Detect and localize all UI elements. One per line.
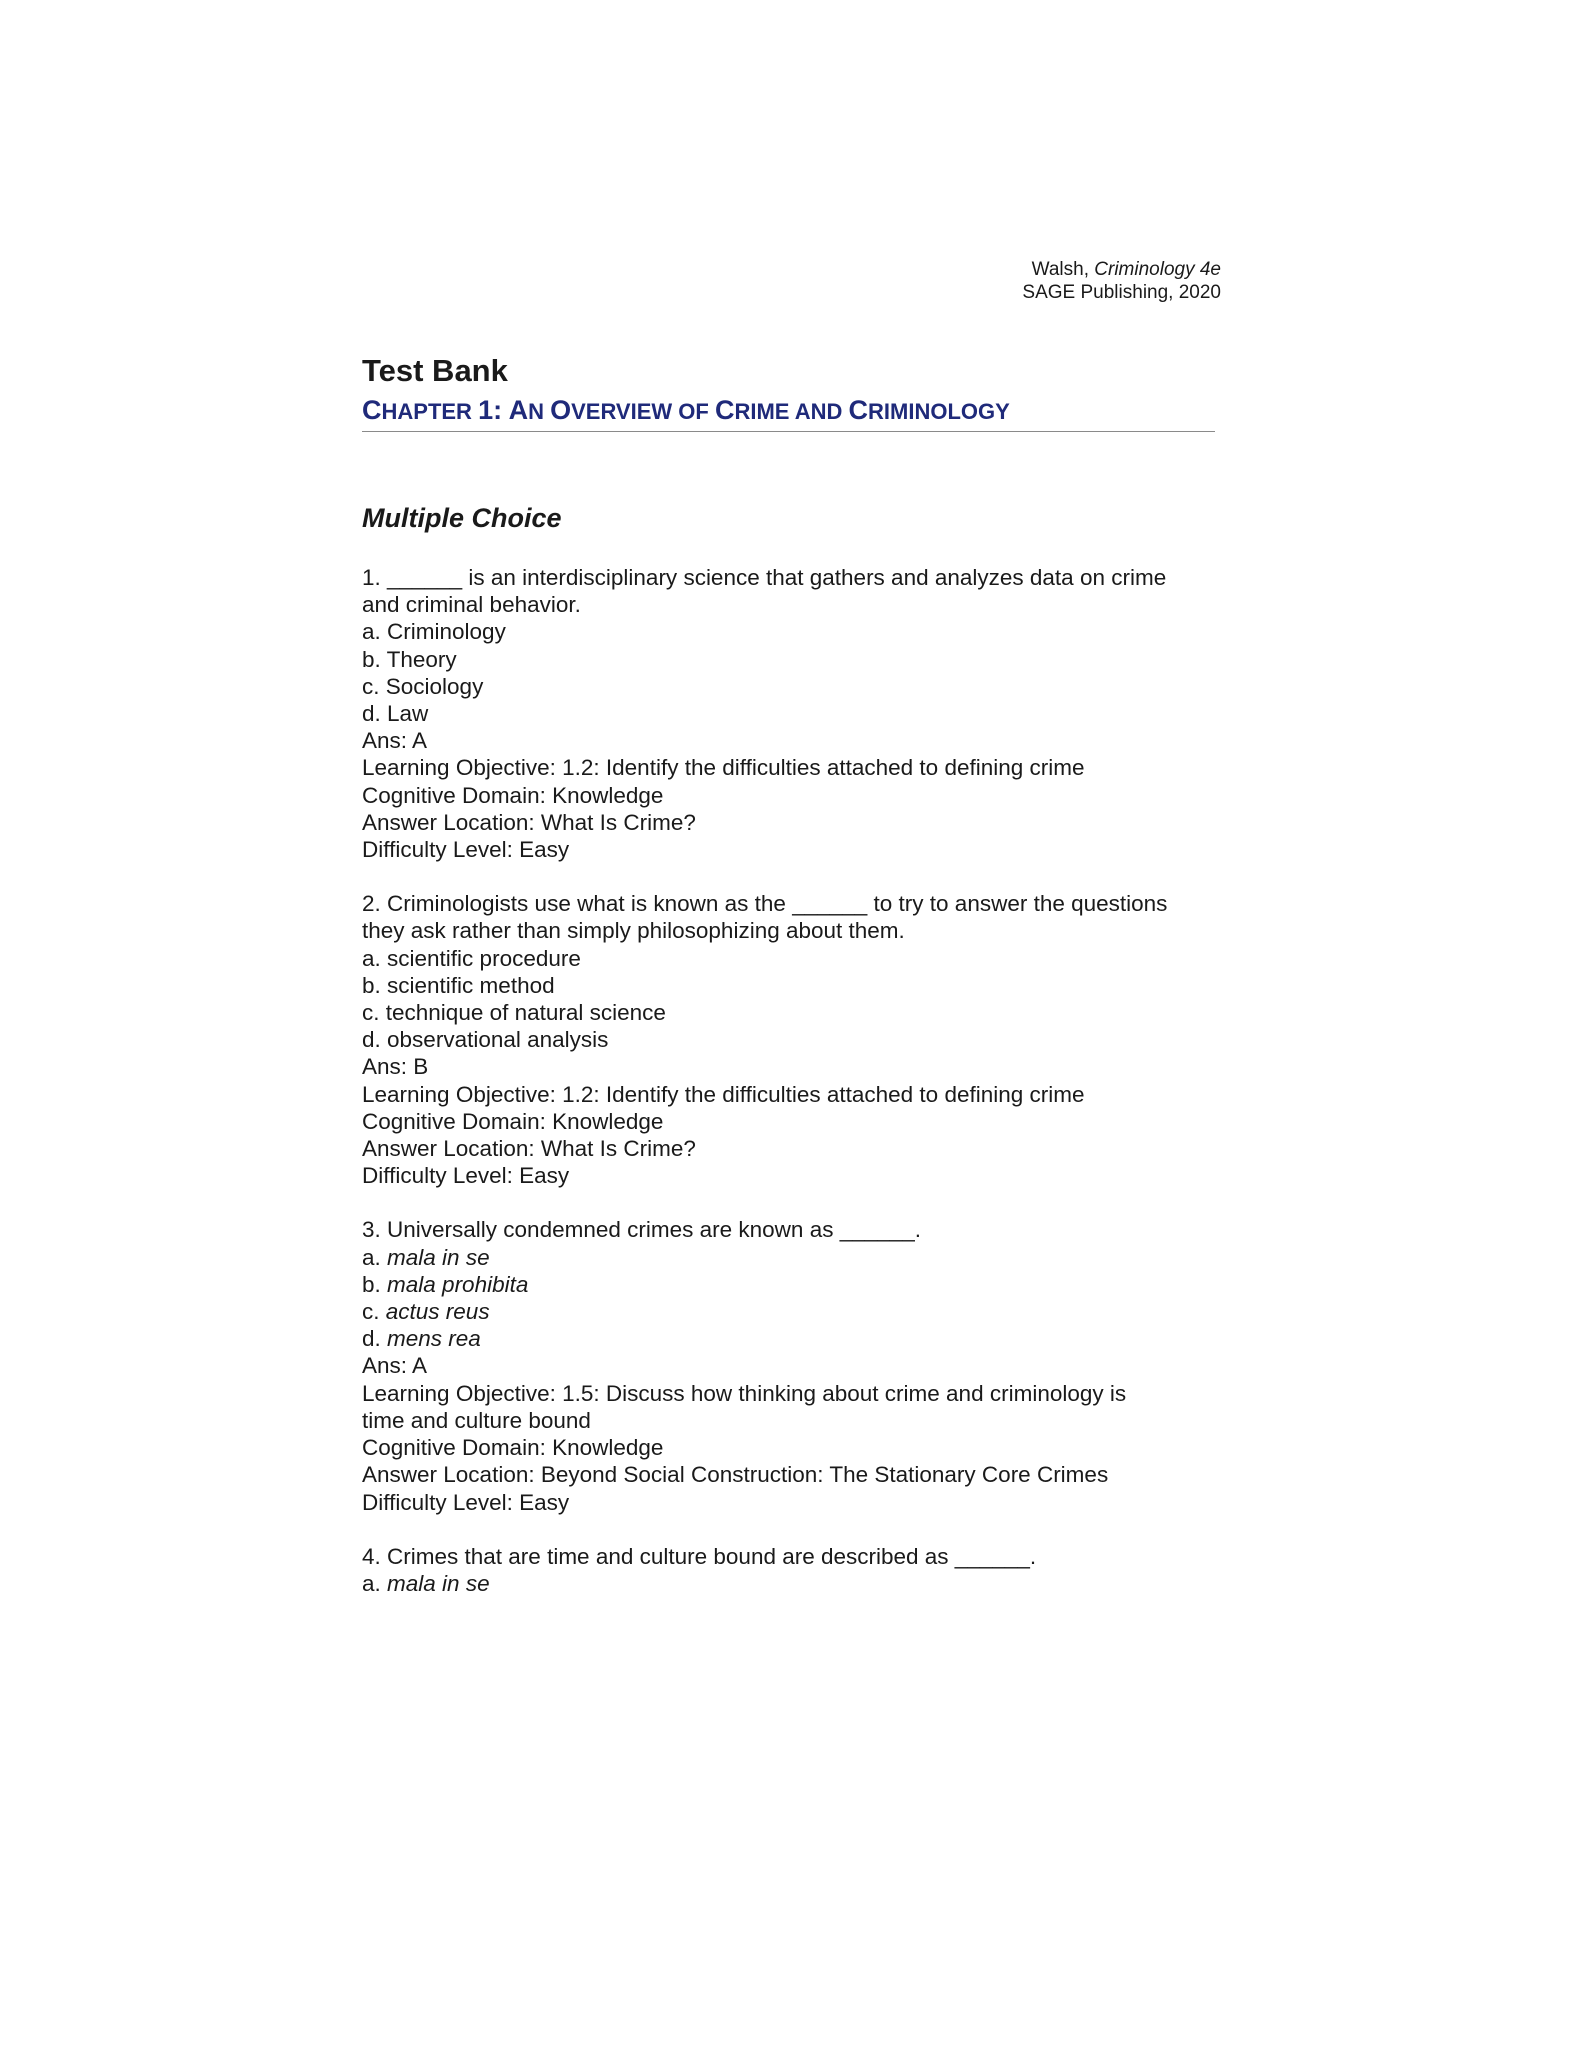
question-list [362, 564, 1222, 1624]
option-letter: c. [362, 673, 386, 699]
option-letter: a. [362, 945, 388, 971]
difficulty-level: Difficulty Level: Easy [362, 1163, 570, 1189]
difficulty-level: Difficulty Level: Easy [362, 837, 570, 863]
answer-location: Answer Location: What Is Crime? [362, 1136, 696, 1162]
option-text: Law [387, 701, 429, 727]
option-text: mala in se [387, 1570, 490, 1596]
question-stem-line: 2. Criminologists use what is known as the ______ to try to answer the questions [362, 891, 1168, 917]
option-letter: b. [362, 646, 387, 672]
chapter-title [362, 395, 1215, 432]
option-letter: d. [362, 701, 388, 727]
chapter-title-part: VERVIEW OF [571, 399, 715, 424]
option-text: technique of natural science [385, 1000, 666, 1026]
running-head-author-line [1022, 258, 1221, 281]
section-title: Multiple Choice [362, 503, 562, 533]
running-head-author: Walsh, [1031, 259, 1095, 280]
option-letter: c. [362, 1299, 386, 1325]
answer-option [362, 999, 1222, 1026]
option-letter: b. [362, 1271, 388, 1297]
chapter-title-cap: C [362, 395, 382, 425]
question-item [362, 1216, 1222, 1515]
question-item [362, 890, 1222, 1189]
answer-option [362, 646, 1222, 673]
question-stem-line: 3. Universally condemned crimes are known as ______. [362, 1217, 922, 1243]
option-letter: d. [362, 1326, 388, 1352]
chapter-title-cap: C [848, 395, 869, 425]
chapter-title-part: RIME AND [734, 399, 849, 424]
option-text: Theory [386, 646, 457, 672]
option-letter: d. [362, 1027, 388, 1053]
learning-objective: Learning Objective: 1.2: Identify the difficulties attached to defining crime [362, 755, 1085, 781]
option-letter: a. [362, 619, 388, 645]
answer-option [362, 1026, 1222, 1053]
option-text: observational analysis [387, 1027, 609, 1053]
option-text: scientific procedure [387, 945, 581, 971]
option-text: scientific method [387, 972, 555, 998]
chapter-title-part: N [528, 399, 551, 424]
cognitive-domain: Cognitive Domain: Knowledge [362, 1435, 664, 1461]
answer-key: Ans: A [362, 1353, 428, 1379]
question-stem-line: 1. ______ is an interdisciplinary science that gathers and analyzes data on crime [362, 565, 1167, 590]
chapter-title-cap: A [508, 395, 529, 425]
chapter-title-cap: O [550, 395, 572, 425]
learning-objective: Learning Objective: 1.2: Identify the difficulties attached to defining crime [362, 1081, 1085, 1107]
chapter-title-part: RIMINOLOGY [868, 399, 1010, 424]
option-letter: b. [362, 972, 388, 998]
document-title: Test Bank [362, 353, 508, 388]
answer-option [362, 673, 1222, 700]
question-stem-line: they ask rather than simply philosophizing about them. [362, 918, 905, 944]
learning-objective-continued: time and culture bound [362, 1407, 591, 1433]
option-letter: a. [362, 1244, 388, 1270]
learning-objective: Learning Objective: 1.5: Discuss how thinking about crime and criminology is [362, 1380, 1127, 1406]
answer-option [362, 1570, 1222, 1597]
answer-option [362, 1271, 1222, 1298]
difficulty-level: Difficulty Level: Easy [362, 1489, 570, 1515]
answer-option [362, 1325, 1222, 1352]
running-head-book-title: Criminology 4e [1094, 259, 1221, 280]
chapter-title-cap: C [714, 395, 735, 425]
answer-location: Answer Location: Beyond Social Construction: The Stationary Core Crimes [362, 1462, 1109, 1488]
chapter-title-part: HAPTER [381, 399, 479, 424]
cognitive-domain: Cognitive Domain: Knowledge [362, 782, 664, 808]
running-head-publisher: SAGE Publishing, 2020 [1022, 282, 1221, 303]
answer-option [362, 1298, 1222, 1325]
option-letter: a. [362, 1570, 388, 1596]
question-item [362, 564, 1222, 863]
answer-option [362, 618, 1222, 645]
answer-option [362, 700, 1222, 727]
option-text: actus reus [385, 1299, 490, 1325]
answer-key: Ans: B [362, 1054, 429, 1080]
option-text: Criminology [387, 619, 506, 645]
answer-location: Answer Location: What Is Crime? [362, 809, 696, 835]
option-text: Sociology [385, 673, 484, 699]
option-text: mala prohibita [387, 1271, 529, 1297]
answer-key: Ans: A [362, 728, 428, 754]
answer-option [362, 972, 1222, 999]
document-header [362, 351, 1215, 432]
running-head [1022, 258, 1221, 304]
question-item [362, 1543, 1222, 1597]
answer-option [362, 1244, 1222, 1271]
chapter-title-number: 1: [478, 395, 509, 425]
cognitive-domain: Cognitive Domain: Knowledge [362, 1108, 664, 1134]
option-letter: c. [362, 1000, 386, 1026]
answer-option [362, 945, 1222, 972]
option-text: mens rea [387, 1326, 481, 1352]
question-stem-line: 4. Crimes that are time and culture bound are described as ______. [362, 1543, 1037, 1569]
option-text: mala in se [387, 1244, 490, 1270]
question-stem-line: and criminal behavior. [362, 592, 581, 618]
